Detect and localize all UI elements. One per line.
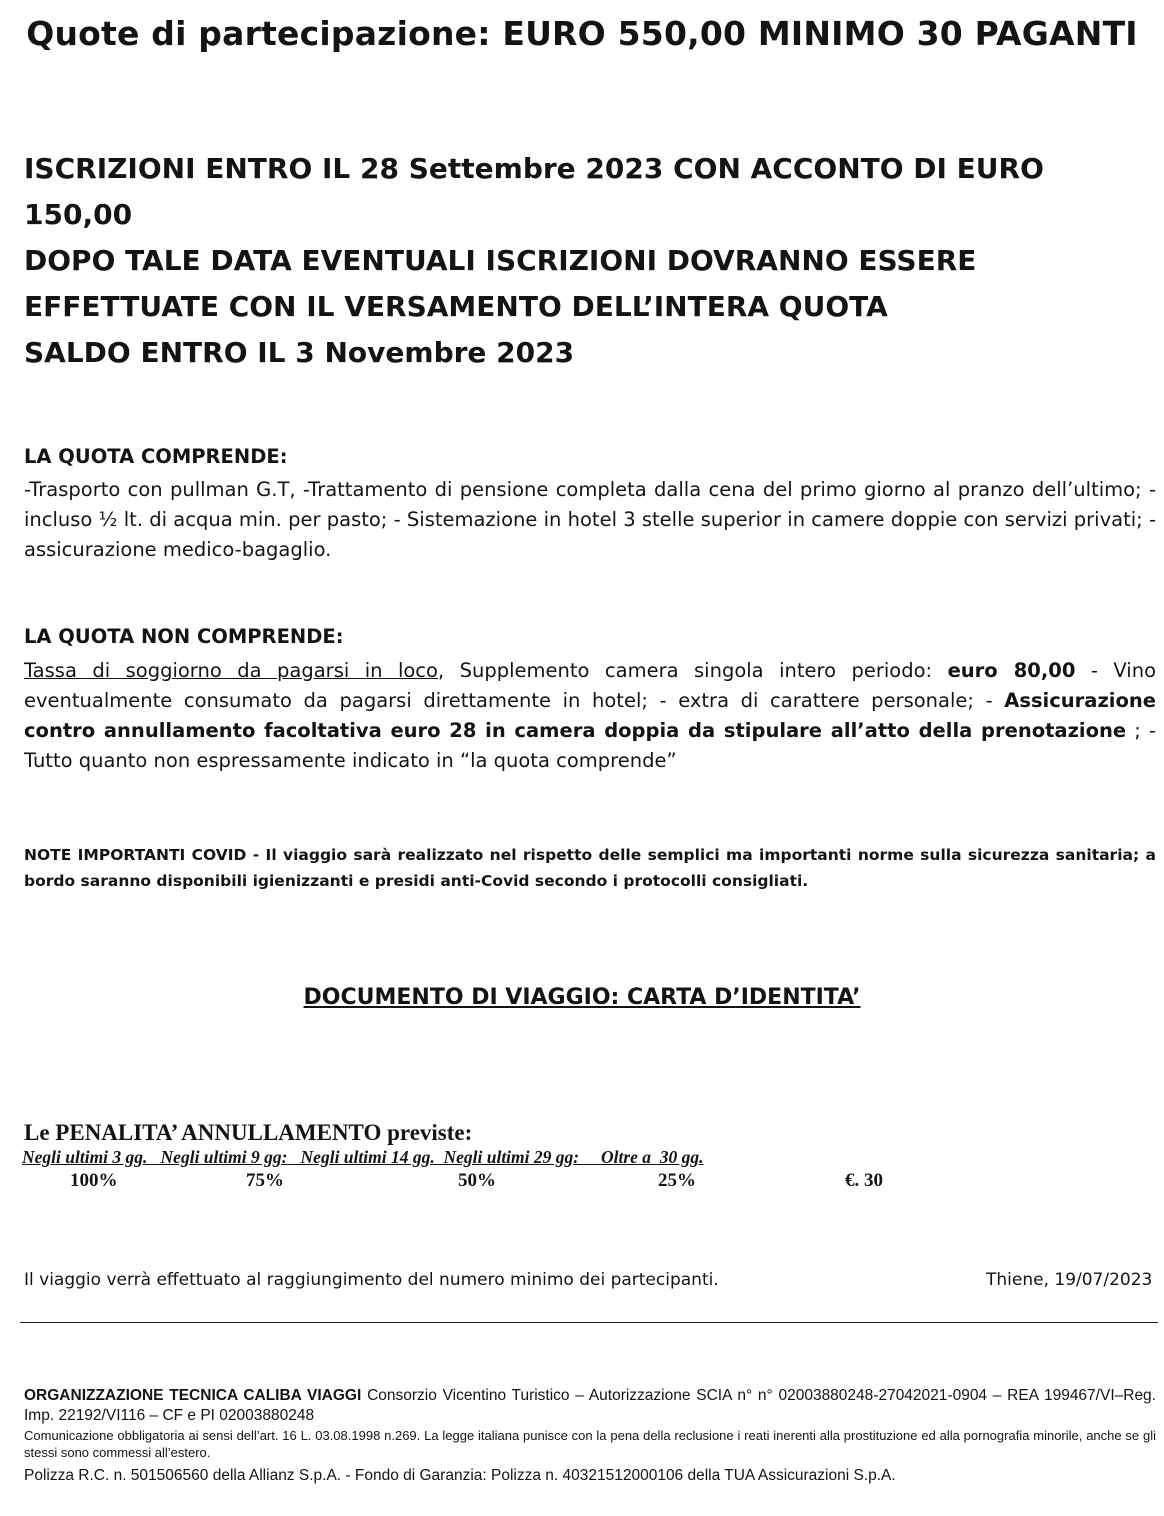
iscrizioni-line: ISCRIZIONI ENTRO IL 28 Settembre 2023 CON ACCONTO DI EURO xyxy=(24,152,1044,185)
divider xyxy=(20,1322,1158,1323)
comprende-text: -Trasporto con pullman G.T, -Trattamento di pensione completa dalla cena del primo giorno al pranzo dell’ultimo; -incluso ½ lt. di acqua min. per pasto; - Sistemazione in hotel 3 stelle superior in camere doppie con servizi privati; -assicurazione medico-bagaglio. xyxy=(24,478,1156,561)
non-comprende-heading: LA QUOTA NON COMPRENDE: xyxy=(24,625,344,648)
iscrizioni-line: DOPO TALE DATA EVENTUALI ISCRIZIONI DOVRANNO ESSERE xyxy=(24,244,977,277)
legal-notice: Comunicazione obbligatoria ai sensi dell’art. 16 L. 03.08.1998 n.269. La legge italiana punisce con la pena della reclusione i reati inerenti alla prostituzione ed alla pornografia minorile, anche se gli stessi sono commessi all’estero. xyxy=(24,1428,1156,1460)
documento-viaggio xyxy=(0,985,1164,1010)
penalita-value: €. 30 xyxy=(845,1170,883,1191)
organizzazione-text xyxy=(24,1386,1156,1426)
place-date: Thiene, 19/07/2023 xyxy=(986,1270,1153,1290)
non-comprende-text xyxy=(24,656,1156,776)
iscrizioni-block xyxy=(24,146,1134,376)
polizza-text: Polizza R.C. n. 501506560 della Allianz S.p.A. - Fondo di Garanzia: Polizza n. 40321512000106 della TUA Assicurazioni S.p.A. xyxy=(24,1467,896,1484)
iscrizioni-line: EFFETTUATE CON IL VERSAMENTO DELL’INTERA QUOTA xyxy=(24,290,888,323)
non-comprende-part: , Supplemento camera singola intero periodo: xyxy=(437,659,948,682)
penalita-value: 25% xyxy=(658,1170,696,1191)
assicurazione-annullamento: Assicurazione contro annullamento facoltativa euro 28 in camera doppia da stipulare all’atto della prenotazione xyxy=(24,689,1156,742)
documento-viaggio-label: DOCUMENTO DI VIAGGIO: CARTA D’IDENTITA’ xyxy=(303,985,861,1010)
penalita-title: Le PENALITA’ ANNULLAMENTO previste: xyxy=(24,1120,473,1145)
page-title: Quote di partecipazione: EURO 550,00 MINIMO 30 PAGANTI xyxy=(26,14,1138,53)
organizzazione-details: Consorzio Vicentino Turistico – Autorizzazione SCIA n° n° 02003880248-27042021-0904 – REA 199467/VI–Reg. Imp. 22192/VI116 – CF e PI 02003880248 xyxy=(24,1387,1156,1424)
penalita-value: 50% xyxy=(458,1170,496,1191)
iscrizioni-line: 150,00 xyxy=(24,198,133,231)
non-comprende-part: - Vino eventualmente consumato da pagarsi direttamente in hotel; - extra di carattere personale; - xyxy=(24,659,1156,712)
covid-note: NOTE IMPORTANTI COVID - Il viaggio sarà realizzato nel rispetto delle semplici ma importanti norme sulla sicurezza sanitaria; a bordo saranno disponibili igienizzanti e presidi anti-Covid secondo i protocolli consigliati. xyxy=(24,846,1156,890)
tassa-soggiorno: Tassa di soggiorno da pagarsi in loco xyxy=(24,659,438,682)
penalita-periods: Negli ultimi 3 gg. Negli ultimi 9 gg: Negli ultimi 14 gg. Negli ultimi 29 gg: Oltre a 30 gg. xyxy=(22,1147,704,1167)
comprende-heading: LA QUOTA COMPRENDE: xyxy=(24,445,288,468)
penalita-value: 100% xyxy=(70,1170,118,1191)
footer-note: Il viaggio verrà effettuato al raggiungimento del numero minimo dei partecipanti. xyxy=(24,1270,719,1290)
organizzazione-name: ORGANIZZAZIONE TECNICA CALIBA VIAGGI xyxy=(24,1387,362,1404)
penalita-value: 75% xyxy=(246,1170,284,1191)
singola-price: euro 80,00 xyxy=(947,659,1076,682)
non-comprende-part: ; - Tutto quanto non espressamente indicato in “la quota comprende” xyxy=(24,719,1156,772)
iscrizioni-line: SALDO ENTRO IL 3 Novembre 2023 xyxy=(24,336,575,369)
